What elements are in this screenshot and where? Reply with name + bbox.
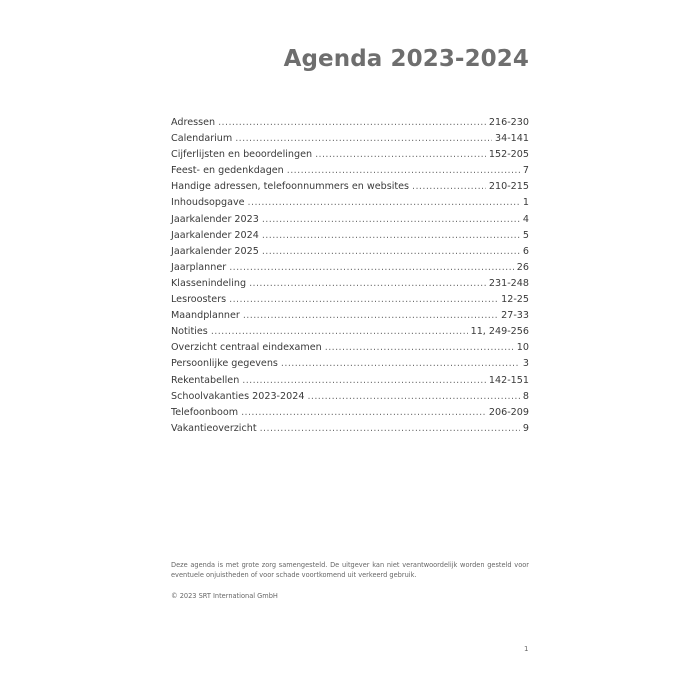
toc-entry-label: Handige adressen, telefoonnummers en websites xyxy=(171,181,410,193)
toc-entry-page: 5 xyxy=(522,229,529,241)
toc-entry-page: 142-151 xyxy=(488,374,529,386)
toc-entry-label: Telefoonboom xyxy=(171,406,239,418)
toc-entry-page: 26 xyxy=(516,261,529,273)
page-title: Agenda 2023-2024 xyxy=(283,46,529,72)
toc-entry xyxy=(171,115,529,131)
toc-dot-leader xyxy=(241,405,486,421)
toc-entry-page: 27-33 xyxy=(501,310,529,322)
toc-entry xyxy=(171,405,529,421)
toc-entry xyxy=(171,147,529,163)
toc-entry-page: 1 xyxy=(522,197,529,209)
toc-entry xyxy=(171,260,529,276)
toc-entry xyxy=(171,212,529,228)
toc-dot-leader xyxy=(287,163,520,179)
toc-entry-page: 7 xyxy=(522,165,529,177)
toc-entry-label: Vakantieoverzicht xyxy=(171,422,257,434)
disclaimer-text: Deze agenda is met grote zorg samengesteld. De uitgever kan niet verantwoordelijk worden gesteld voor eventuele onjuistheden of voor schade voortkomend uit verkeerd gebruik. xyxy=(171,561,529,579)
table-of-contents xyxy=(171,115,529,437)
toc-entry-label: Maandplanner xyxy=(171,310,240,322)
toc-entry-page: 34-141 xyxy=(495,133,529,145)
toc-entry xyxy=(171,292,529,308)
toc-entry-page: 10 xyxy=(516,342,529,354)
toc-entry-label: Jaarkalender 2024 xyxy=(171,229,259,241)
toc-entry-label: Adressen xyxy=(171,117,216,128)
toc-entry-label: Persoonlijke gegevens xyxy=(171,358,278,370)
toc-entry-label: Overzicht centraal eindexamen xyxy=(171,342,322,354)
toc-entry-page: 152-205 xyxy=(488,149,529,161)
toc-dot-leader xyxy=(211,324,468,340)
toc-entry-page: 4 xyxy=(522,213,529,225)
toc-entry xyxy=(171,308,529,324)
toc-dot-leader xyxy=(412,179,486,195)
toc-entry-page: 206-209 xyxy=(488,406,529,418)
toc-entry xyxy=(171,373,529,389)
toc-entry-label: Jaarplanner xyxy=(171,261,227,273)
toc-dot-leader xyxy=(262,212,520,228)
toc-entry xyxy=(171,340,529,356)
toc-entry-label: Rekentabellen xyxy=(171,374,240,386)
toc-entry-page: 9 xyxy=(522,422,529,434)
toc-dot-leader xyxy=(218,115,486,131)
page-number: 1 xyxy=(524,645,529,653)
toc-entry xyxy=(171,276,529,292)
toc-entry-page: 11, 249-256 xyxy=(470,326,529,338)
toc-dot-leader xyxy=(249,276,486,292)
toc-entry-label: Calendarium xyxy=(171,133,233,145)
toc-dot-leader xyxy=(262,244,520,260)
toc-entry xyxy=(171,244,529,260)
toc-dot-leader xyxy=(242,373,486,389)
toc-entry xyxy=(171,356,529,372)
toc-entry xyxy=(171,163,529,179)
toc-entry xyxy=(171,195,529,211)
toc-dot-leader xyxy=(307,389,519,405)
toc-entry-page: 12-25 xyxy=(501,294,529,306)
toc-entry-label: Jaarkalender 2023 xyxy=(171,213,259,225)
toc-dot-leader xyxy=(262,228,520,244)
toc-entry-page: 8 xyxy=(522,390,529,402)
toc-entry xyxy=(171,179,529,195)
toc-entry-page: 3 xyxy=(522,358,529,370)
toc-entry xyxy=(171,324,529,340)
toc-entry-page: 216-230 xyxy=(488,117,529,128)
toc-dot-leader xyxy=(229,292,498,308)
toc-dot-leader xyxy=(281,356,520,372)
toc-entry-label: Cijferlijsten en beoordelingen xyxy=(171,149,313,161)
toc-entry-page: 231-248 xyxy=(488,277,529,289)
toc-entry-label: Feest- en gedenkdagen xyxy=(171,165,284,177)
toc-entry xyxy=(171,389,529,405)
toc-entry-label: Schoolvakanties 2023-2024 xyxy=(171,390,305,402)
toc-entry xyxy=(171,131,529,147)
toc-dot-leader xyxy=(260,421,520,437)
toc-dot-leader xyxy=(325,340,514,356)
toc-entry-page: 6 xyxy=(522,245,529,257)
toc-dot-leader xyxy=(315,147,486,163)
toc-entry-label: Lesroosters xyxy=(171,294,227,306)
toc-entry-label: Notities xyxy=(171,326,208,338)
toc-entry xyxy=(171,228,529,244)
toc-entry xyxy=(171,421,529,437)
toc-dot-leader xyxy=(248,195,520,211)
toc-dot-leader xyxy=(243,308,498,324)
toc-entry-label: Jaarkalender 2025 xyxy=(171,245,259,257)
copyright-text: © 2023 SRT International GmbH xyxy=(171,592,278,600)
toc-entry-label: Klassenindeling xyxy=(171,277,247,289)
toc-dot-leader xyxy=(229,260,514,276)
toc-dot-leader xyxy=(235,131,492,147)
toc-entry-page: 210-215 xyxy=(488,181,529,193)
toc-entry-label: Inhoudsopgave xyxy=(171,197,245,209)
